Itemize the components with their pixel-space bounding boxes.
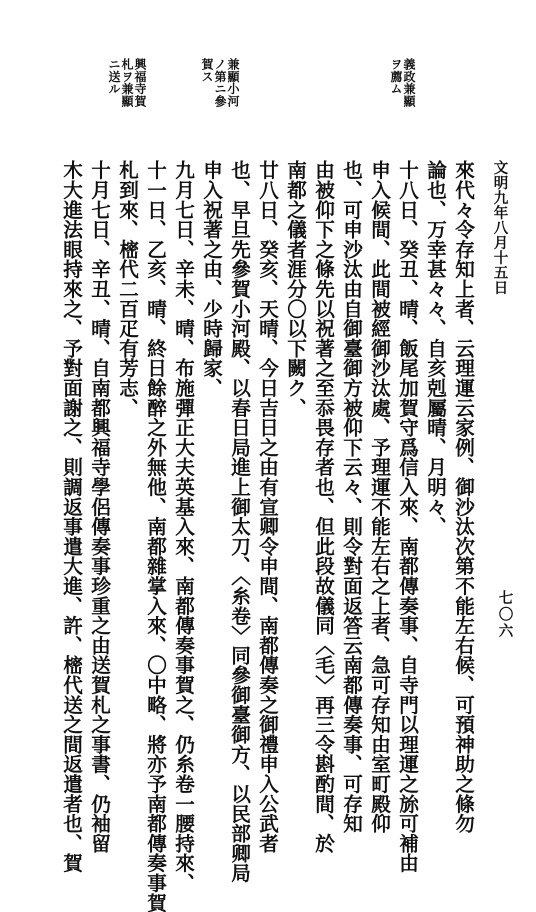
text-column: 廿八日、癸亥、天晴、今日吉日之由有宣卿令申間、南都傳奏之御禮申入公武者 <box>255 160 279 853</box>
headnote-line: 興福寺賀 <box>133 58 147 108</box>
text-column: 申入候間、此間被經御沙汰處、予理運不能左右之上者、急可存知由室町殿仰 <box>367 160 391 834</box>
text-column: 論也、万幸甚々々、自亥剋屬晴、月明々、 <box>423 160 447 537</box>
headnote-line: ノ第ニ參 <box>213 58 227 108</box>
date-header: 文明九年八月十五日 <box>491 160 509 295</box>
text-column: 札到來、樒代二百疋有芳志、 <box>115 160 139 418</box>
text-column: 九月七日、辛未、晴、布施彈正大夫英基入來、南都傳奏事賀之、仍糸卷一腰持來、 <box>171 160 195 893</box>
headnote-line: 札ヲ兼顯 <box>120 58 134 108</box>
text-column: 來代々令存知上者、云理運云家例、御沙汰次第不能左右候、可預神助之條勿 <box>451 160 475 834</box>
text-column: 申入祝著之由、少時歸家、 <box>199 160 223 398</box>
text-column: 也、可申沙汰由自御臺御方被仰下云々、則令對面返答云南都傳奏事、可存知 <box>339 160 363 834</box>
headnote-line: 義政兼顯 <box>402 58 416 108</box>
text-column: 也、早旦先參賀小河殿、以春日局進上御太刀、〈糸卷〉同參御臺御方、以民部卿局 <box>227 160 251 883</box>
headnote-line: ヲ薦ム <box>389 58 403 95</box>
text-column: 南都之儀者涯分〇以下闕ク、 <box>283 160 307 418</box>
text-column: 十一日、乙亥、晴、終日餘醉之外無他、南都雜掌入來、〇中略、將亦予南都傳奏事賀 <box>143 160 167 912</box>
text-column: 由被仰下之條先以祝著之至忝畏存者也、但此段故儀同〈毛〉再三令斟酌間、於 <box>311 160 335 853</box>
headnote-line: 賀ス <box>200 58 214 83</box>
headnote-line: 兼顯小河 <box>226 58 240 108</box>
page-number: 七〇六 <box>496 590 514 640</box>
headnote-line: ニ送ル <box>107 58 121 95</box>
text-column: 十八日、癸丑、晴、飯尾加賀守爲信入來、南都傳奏事、自寺門以理運之旀可補由 <box>395 160 419 873</box>
text-column: 十月七日、辛丑、晴、自南都興福寺學侶傳奏事珍重之由送賀札之事書、仍袖留 <box>87 160 111 853</box>
text-column: 木大進法眼持來之、予對面謝之、則調返事遣大進、許、樒代送之間返遣者也、賀 <box>59 160 83 873</box>
